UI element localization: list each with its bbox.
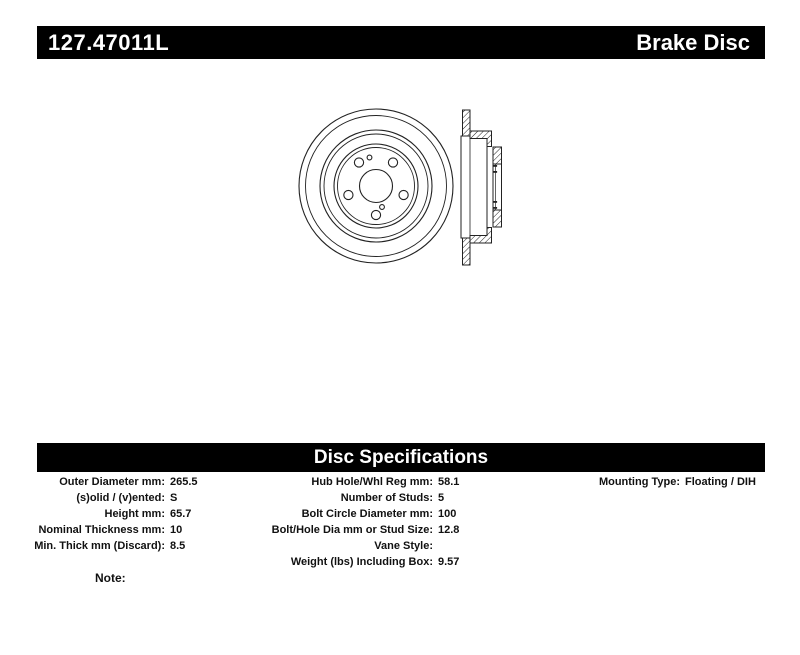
spec-label: (s)olid / (v)ented:	[76, 492, 165, 504]
spec-row	[30, 538, 198, 554]
spec-value: 8.5	[170, 540, 186, 552]
spec-value: 5	[438, 492, 445, 504]
spec-row	[30, 506, 198, 522]
spec-label: Min. Thick mm (Discard):	[34, 540, 165, 552]
spec-column-left	[30, 474, 198, 554]
spec-value: Floating / DIH	[685, 476, 756, 488]
spec-label: Bolt Circle Diameter mm:	[301, 508, 433, 520]
spec-value: 65.7	[170, 508, 192, 520]
brake-disc-drawing	[290, 98, 510, 273]
spec-label: Nominal Thickness mm:	[38, 524, 165, 536]
spec-value: 100	[438, 508, 457, 520]
section-title: Disc Specifications	[313, 446, 489, 468]
spec-value: 9.57	[438, 556, 460, 568]
spec-row	[268, 474, 459, 490]
spec-label: Mounting Type:	[598, 476, 680, 488]
spec-label: Height mm:	[104, 508, 165, 520]
spec-row	[268, 522, 459, 538]
side-view	[461, 110, 502, 265]
spec-label: Weight (lbs) Including Box:	[290, 556, 433, 568]
spec-row	[268, 538, 459, 554]
spec-row	[268, 506, 459, 522]
spec-value: 58.1	[438, 476, 460, 488]
product-type-title: Brake Disc	[636, 29, 750, 55]
part-number: 127.47011L	[48, 29, 170, 55]
spec-label: Number of Studs:	[340, 492, 433, 504]
title-bar	[37, 26, 765, 59]
spec-label: Outer Diameter mm:	[59, 476, 165, 488]
spec-label: Bolt/Hole Dia mm or Stud Size:	[271, 524, 433, 536]
note-label: Note:	[95, 571, 126, 585]
front-view	[299, 109, 453, 263]
spec-row	[268, 554, 459, 570]
spec-column-middle	[268, 474, 459, 570]
spec-label: Hub Hole/Whl Reg mm:	[311, 476, 433, 488]
spec-row	[268, 490, 459, 506]
spec-value: 10	[170, 524, 183, 536]
spec-row	[30, 474, 198, 490]
spec-label: Vane Style:	[374, 540, 433, 552]
spec-column-right	[535, 474, 756, 490]
spec-value: 265.5	[170, 476, 198, 488]
brake-disc-drawing-svg	[290, 98, 510, 273]
spec-value: 12.8	[438, 524, 460, 536]
section-bar	[37, 443, 765, 472]
spec-value: S	[170, 492, 178, 504]
spec-row	[30, 522, 198, 538]
spec-row	[30, 490, 198, 506]
spec-row	[535, 474, 756, 490]
